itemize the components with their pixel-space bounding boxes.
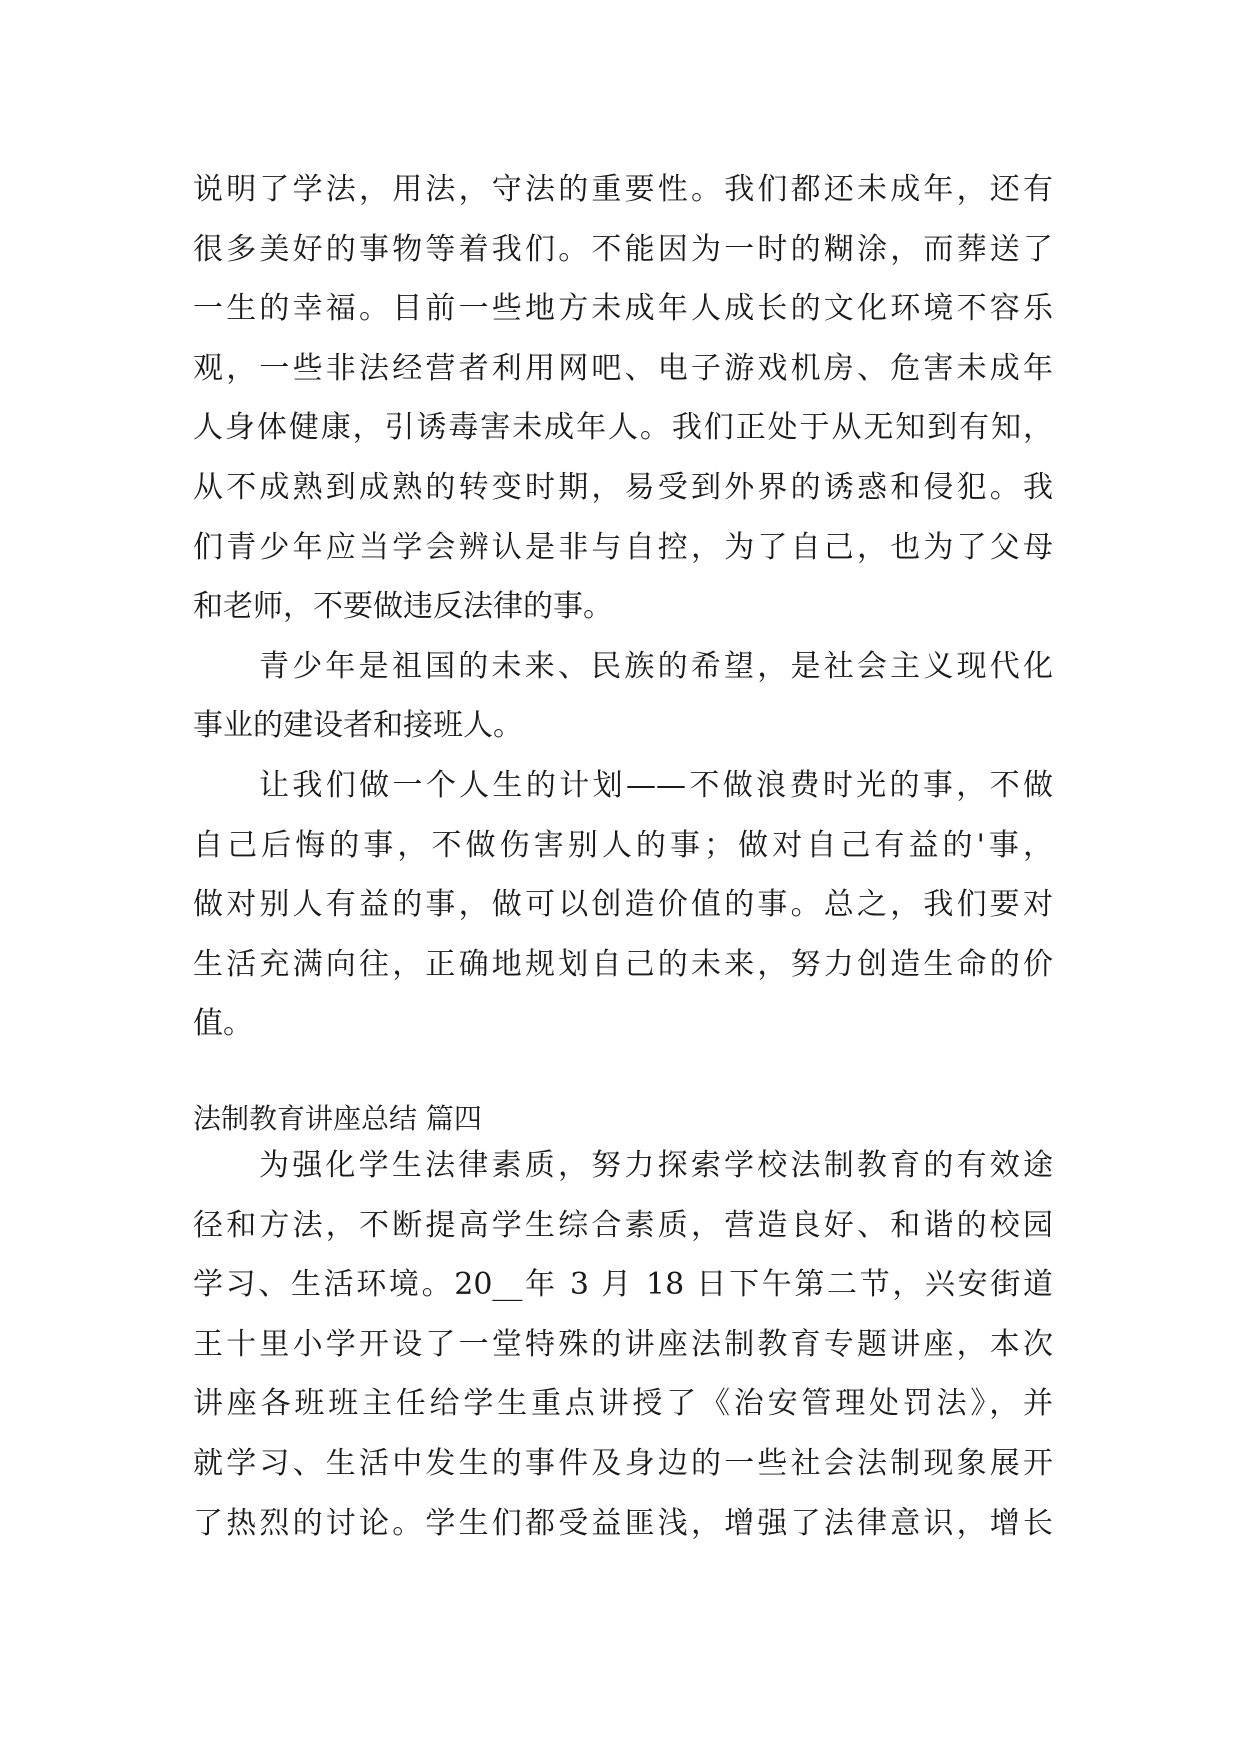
text-line: 们青少年应当学会辨认是非与自控，为了自己，也为了父母	[193, 529, 1053, 565]
text-line: 和老师，不要做违反法律的事。	[193, 589, 613, 625]
section-heading: 法制教育讲座总结 篇四	[193, 1102, 482, 1135]
text-line: 做对别人有益的事，做可以创造价值的事。总之，我们要对	[193, 887, 1053, 923]
text-line: 一生的幸福。目前一些地方未成年人成长的文化环境不容乐	[193, 291, 1053, 327]
text-line: 让我们做一个人生的计划——不做浪费时光的事，不做	[259, 767, 1053, 803]
text-line: 事业的建设者和接班人。	[193, 708, 523, 744]
text-line: 为强化学生法律素质，努力探索学校法制教育的有效途	[259, 1148, 1053, 1183]
text-line: 值。	[193, 1006, 253, 1042]
text-line: 观，一些非法经营者利用网吧、电子游戏机房、危害未成年	[193, 350, 1053, 386]
text-line: 王十里小学开设了一堂特殊的讲座法制教育专题讲座，本次	[193, 1326, 1053, 1362]
text-line: 人身体健康，引诱毒害未成年人。我们正处于从无知到有知，	[193, 410, 1053, 446]
text-line: 自己后悔的事，不做伤害别人的事；做对自己有益的'事，	[193, 827, 1053, 863]
text-line: 就学习、生活中发生的事件及身边的一些社会法制现象展开	[193, 1445, 1053, 1481]
text-line: 从不成熟到成熟的转变时期，易受到外界的诱惑和侵犯。我	[193, 469, 1053, 505]
text-line: 青少年是祖国的未来、民族的希望，是社会主义现代化	[259, 648, 1053, 684]
text-line: 说明了学法，用法，守法的重要性。我们都还未成年，还有	[193, 172, 1053, 207]
section-1-body	[193, 160, 1053, 1054]
text-line: 径和方法，不断提高学生综合素质，营造良好、和谐的校园	[193, 1207, 1053, 1243]
text-line: 了热烈的讨论。学生们都受益匪浅，增强了法律意识，增长	[193, 1505, 1053, 1541]
section-2-body	[193, 1136, 1053, 1553]
text-line: 生活充满向往，正确地规划自己的未来，努力创造生命的价	[193, 946, 1053, 982]
text-line: 很多美好的事物等着我们。不能因为一时的糊涂，而葬送了	[193, 231, 1053, 267]
text-line: 讲座各班班主任给学生重点讲授了《治安管理处罚法》，并	[193, 1386, 1053, 1422]
text-line: 学习、生活环境。20__年 3 月 18 日下午第二节，兴安街道	[193, 1267, 1053, 1303]
